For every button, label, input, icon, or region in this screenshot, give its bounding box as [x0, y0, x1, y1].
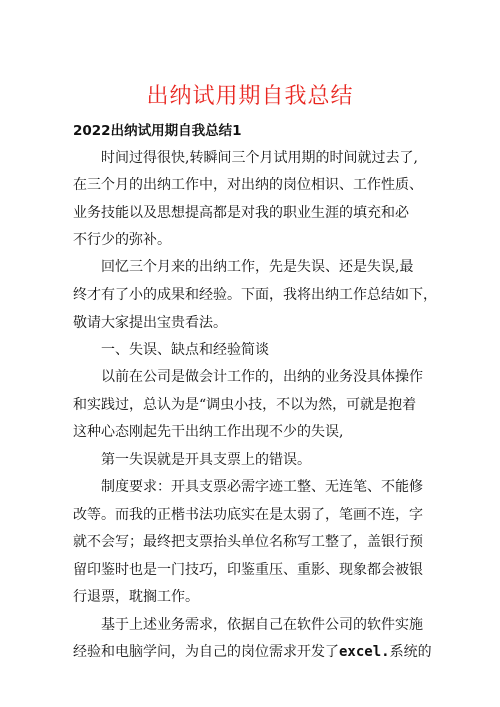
paragraph-line — [73, 642, 432, 662]
paragraph-line: 第一失误就是开具支票上的错误。 — [101, 452, 311, 468]
paragraph-line: 制度要求：开具支票必需字迹工整、无连笔、不能修 — [101, 479, 423, 495]
line-text: 经验和电脑学问，为自己的岗位需求开发了 — [73, 644, 339, 660]
section-heading: 一、失误、缺点和经验简谈 — [101, 342, 269, 358]
paragraph-line: 改等。而我的正楷书法功底实在是太弱了，笔画不连，字 — [73, 507, 423, 523]
document-subtitle: 2022出纳试用期自我总结1 — [73, 123, 242, 139]
paragraph-line: 行退票，耽搁工作。 — [73, 589, 199, 605]
excel-term: excel. — [339, 644, 390, 660]
paragraph-line: 基于上述业务需求，依据自己在软件公司的软件实施 — [101, 617, 423, 633]
paragraph-line: 在三个月的出纳工作中，对出纳的岗位相识、工作性质、 — [73, 177, 423, 193]
paragraph-line: 终才有了小的成果和经验。下面，我将出纳工作总结如下， — [73, 287, 437, 303]
document-title: 出纳试用期自我总结 — [146, 84, 354, 109]
paragraph-line: 留印鉴时也是一门技巧，印鉴重压、重影、现象都会被银 — [73, 562, 423, 578]
paragraph-line: 就不会写；最终把支票抬头单位名称写工整了，盖银行预 — [73, 534, 423, 550]
paragraph-line: 这种心态刚起先干出纳工作出现不少的失误, — [73, 424, 344, 440]
line-text-tail: 系统的 — [389, 644, 432, 660]
paragraph-line: 和实践过，总认为是“调虫小技，不以为然，可就是抱着 — [73, 397, 417, 413]
paragraph-line: 以前在公司是做会计工作的，出纳的业务没具体操作 — [101, 369, 423, 385]
paragraph-line: 时间过得很快,转瞬间三个月试用期的时间就过去了, — [101, 150, 418, 166]
paragraph-line: 敬请大家提出宝贵看法。 — [73, 315, 227, 331]
paragraph-line: 业务技能以及思想提高都是对我的职业生涯的填充和必 — [73, 205, 409, 221]
paragraph-line: 不行少的弥补。 — [73, 232, 171, 248]
paragraph-line: 回忆三个月来的出纳工作，先是失误、还是失误,最 — [101, 259, 414, 275]
